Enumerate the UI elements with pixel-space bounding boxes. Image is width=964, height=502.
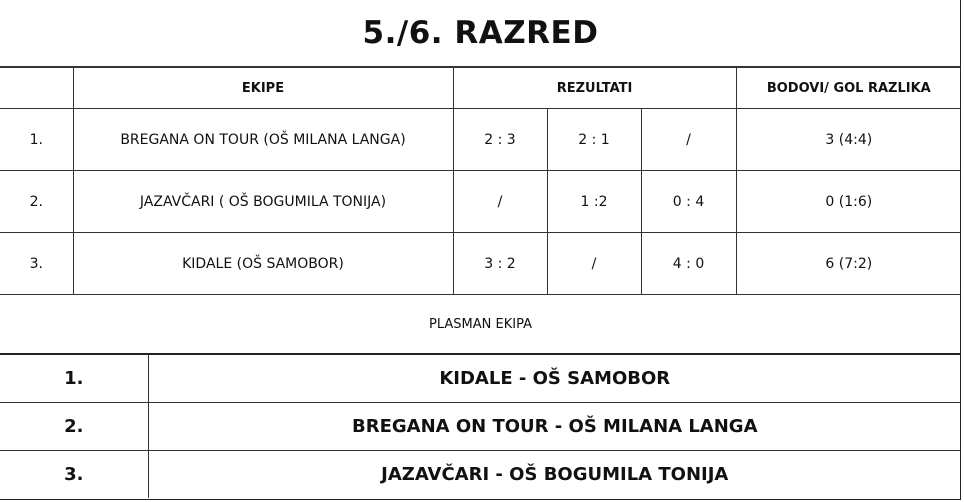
- header-results: REZULTATI: [453, 68, 736, 109]
- header-teams: EKIPE: [73, 68, 453, 109]
- plasman-label: PLASMAN EKIPA: [0, 295, 961, 355]
- row-number: 2.: [0, 171, 73, 233]
- ranking-place: 3.: [0, 451, 148, 499]
- row-number: 1.: [0, 109, 73, 171]
- ranking-place: 2.: [0, 403, 148, 451]
- result-cell: 2 : 3: [453, 109, 547, 171]
- ranking-table: [0, 355, 961, 498]
- result-cell: /: [641, 109, 736, 171]
- team-name: KIDALE (OŠ SAMOBOR): [73, 233, 453, 295]
- ranking-row: [0, 451, 961, 499]
- result-cell: 4 : 0: [641, 233, 736, 295]
- ranking-row: [0, 355, 961, 403]
- result-cell: /: [453, 171, 547, 233]
- points-cell: 3 (4:4): [736, 109, 961, 171]
- team-name: BREGANA ON TOUR (OŠ MILANA LANGA): [73, 109, 453, 171]
- result-cell: 0 : 4: [641, 171, 736, 233]
- header-number-cell: [0, 68, 73, 109]
- results-table: [0, 67, 961, 295]
- table-row: [0, 233, 961, 295]
- page-title: 5./6. RAZRED: [0, 0, 961, 67]
- points-cell: 0 (1:6): [736, 171, 961, 233]
- result-cell: 3 : 2: [453, 233, 547, 295]
- table-row: [0, 109, 961, 171]
- row-number: 3.: [0, 233, 73, 295]
- ranking-team: JAZAVČARI - OŠ BOGUMILA TONIJA: [148, 451, 961, 499]
- ranking-team: KIDALE - OŠ SAMOBOR: [148, 355, 961, 403]
- result-cell: 1 :2: [547, 171, 641, 233]
- table-row: [0, 171, 961, 233]
- results-header-row: [0, 68, 961, 109]
- ranking-place: 1.: [0, 355, 148, 403]
- team-name: JAZAVČARI ( OŠ BOGUMILA TONIJA): [73, 171, 453, 233]
- result-cell: 2 : 1: [547, 109, 641, 171]
- points-cell: 6 (7:2): [736, 233, 961, 295]
- result-cell: /: [547, 233, 641, 295]
- ranking-team: BREGANA ON TOUR - OŠ MILANA LANGA: [148, 403, 961, 451]
- header-points: BODOVI/ GOL RAZLIKA: [736, 68, 961, 109]
- ranking-row: [0, 403, 961, 451]
